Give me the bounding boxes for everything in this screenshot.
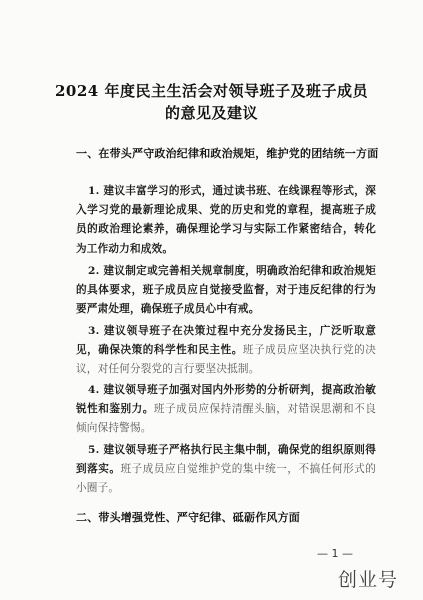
document-title-line1: 2024 年度民主生活会对领导班子及班子成员 [55,82,368,100]
paragraph-5-rest: 班子成员应自觉维护党的集中统一，不搞任何形式的小圈子。 [76,463,376,495]
paragraph-5 [76,441,376,499]
paragraph-4 [76,381,376,439]
paragraph-2 [76,262,376,320]
page-number: — 1 — [317,547,353,560]
paragraph-2-lead: 2. 建议制定或完善相关规章制度，明确政治纪律和政治规矩的具体要求，班子成员应自觉接受监督，对于违反纪律的行为要严肃处理，确保班子成员心中有戒。 [76,265,376,316]
paragraph-1-lead: 1. 建议丰富学习的形式，通过读书班、在线课程等形式，深入学习党的最新理论成果、党的历史和党的章程，提高班子成员的政治理论素养，确保理论学习与实际工作紧密结合，转化为工作动力和成效。 [76,185,376,255]
paragraph-3-rest: 班子成员应坚决执行党的决议，对任何分裂党的言行要坚决抵制。 [76,344,377,376]
paragraph-3 [76,322,376,380]
section1-heading: 一、在带头严守政治纪律和政治规矩，维护党的团结统一方面 [76,147,379,160]
watermark-text: 创业号 [338,569,399,591]
paragraph-5-lead: 5. 建议领导班子严格执行民主集中制，确保党的组织原则得到落实。 [76,444,376,476]
paragraph-4-rest: 班子成员应保持清醒头脑，对错误思潮和不良倾向保持警惕。 [76,403,377,435]
paragraph-4-lead: 4. 建议领导班子加强对国内外形势的分析研判，提高政治敏锐性和鉴别力。 [76,384,376,416]
section2-heading: 二、带头增强党性、严守纪律、砥砺作风方面 [76,511,300,524]
paragraph-1 [76,182,376,259]
document-title-line2: 的意见及建议 [164,104,258,122]
paragraph-3-lead: 3. 建议领导班子在决策过程中充分发扬民主，广泛听取意见，确保决策的科学性和民主性。 [76,325,376,357]
